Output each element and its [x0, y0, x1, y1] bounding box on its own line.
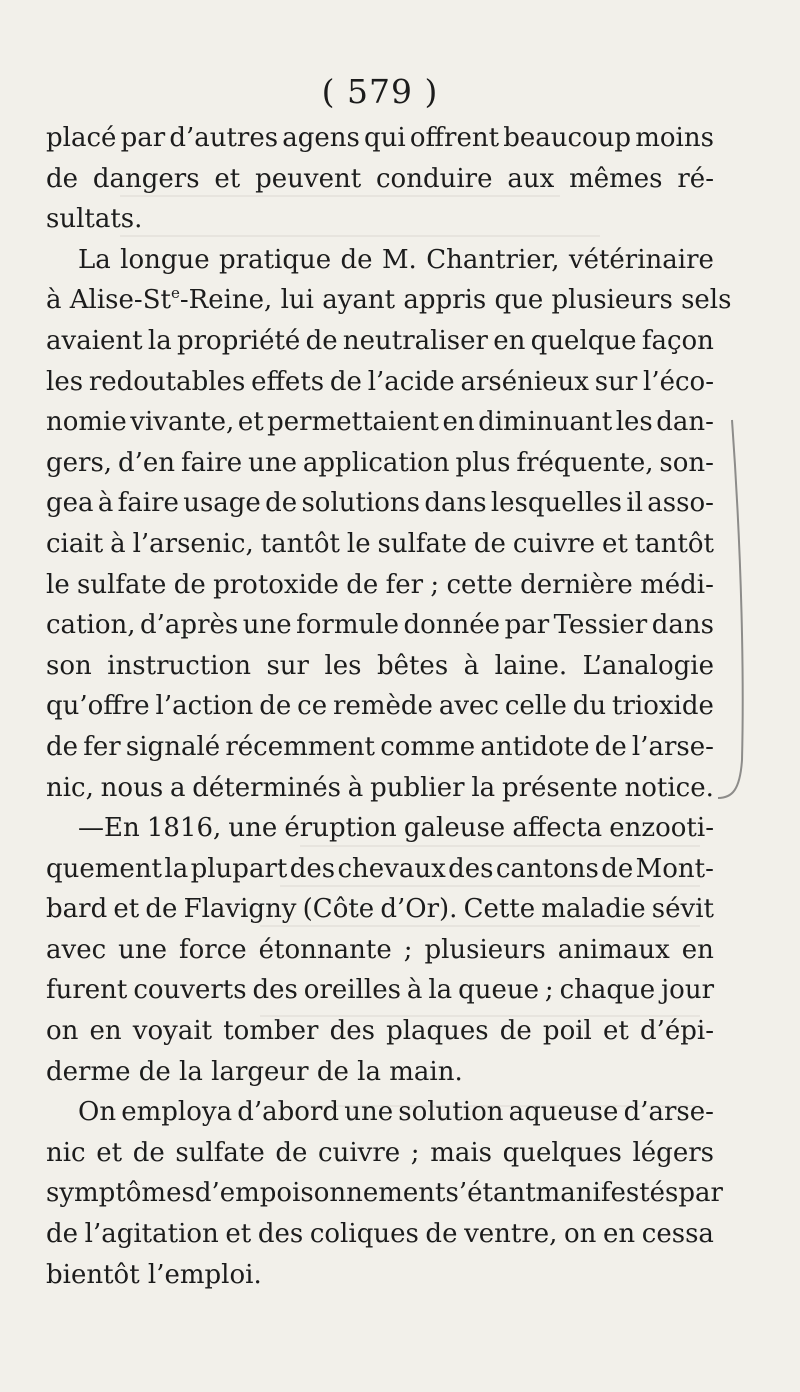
word: en — [603, 1219, 636, 1250]
word: et — [237, 407, 264, 438]
word: à — [97, 488, 114, 519]
word: de — [265, 488, 298, 519]
word: solutions — [301, 488, 421, 519]
word: tomber — [223, 1016, 319, 1047]
text-line — [46, 483, 714, 524]
line-text: derme de la largeur de la main. — [46, 1056, 463, 1087]
word: ; — [544, 975, 554, 1006]
word: on — [564, 1219, 597, 1250]
text-line — [46, 362, 714, 403]
word: bard — [46, 894, 108, 925]
word: chaque — [559, 975, 656, 1006]
word: et — [225, 1219, 252, 1250]
word: dernière — [520, 569, 633, 600]
word: qu’offre — [46, 691, 150, 722]
word: de — [46, 163, 79, 194]
text-line — [46, 686, 714, 727]
word: animaux — [557, 934, 670, 965]
word: de — [346, 569, 379, 600]
word: gers, — [46, 447, 113, 478]
word: nomie — [46, 407, 127, 438]
word: jour — [661, 975, 714, 1006]
word: Mont- — [635, 853, 714, 884]
word: plupart — [190, 853, 288, 884]
word: des — [289, 853, 336, 884]
text-line — [46, 240, 714, 281]
word: de — [259, 691, 292, 722]
word: sur — [266, 650, 309, 681]
word: instruction — [107, 650, 251, 681]
word: notice. — [624, 772, 714, 803]
word: son — [46, 650, 92, 681]
word: de — [473, 528, 506, 559]
word: et — [214, 163, 241, 194]
word: des — [252, 975, 298, 1006]
word: faire — [117, 488, 179, 519]
word: permettaient — [267, 407, 439, 438]
word: il — [626, 488, 643, 519]
word: furent — [46, 975, 128, 1006]
word: donnée — [403, 610, 501, 641]
word: une — [242, 610, 292, 641]
word: nous — [100, 772, 164, 803]
word: gea — [46, 488, 94, 519]
word: poil — [542, 1016, 592, 1047]
word: et — [113, 894, 140, 925]
word: (Côte — [302, 894, 375, 925]
word: sulfate — [175, 1137, 265, 1168]
word: de — [145, 894, 178, 925]
word: remède — [333, 691, 433, 722]
word: les — [615, 407, 653, 438]
word: s’étant — [445, 1178, 536, 1209]
word: La — [78, 244, 111, 275]
word: étonnante — [258, 934, 392, 965]
word: couverts — [133, 975, 247, 1006]
word: moins — [635, 123, 714, 153]
text-line — [46, 1133, 714, 1174]
word: quelque — [530, 325, 637, 356]
word: d’en — [117, 447, 176, 478]
word: d’épi- — [639, 1016, 714, 1047]
word: neutraliser — [342, 325, 488, 356]
word: Cette — [463, 894, 536, 925]
word: de — [275, 1137, 308, 1168]
word: galeuse — [403, 813, 506, 844]
word: application — [302, 447, 450, 478]
word: des — [257, 1219, 304, 1250]
word: maladie — [541, 894, 646, 925]
word: sulfate — [77, 569, 167, 600]
word: en — [89, 1016, 122, 1047]
word: du — [572, 691, 607, 722]
text-line — [46, 280, 732, 321]
word: une — [118, 934, 168, 965]
word: quement — [46, 853, 163, 884]
word: cuivre — [318, 1137, 401, 1168]
word: une — [228, 813, 278, 844]
word: l’action — [155, 691, 254, 722]
word: avaient — [46, 325, 143, 356]
word: une — [344, 1097, 394, 1128]
word: de — [173, 569, 206, 600]
word: d’abord — [237, 1097, 340, 1128]
word: d’arse- — [623, 1097, 714, 1128]
word: ventre, — [464, 1219, 558, 1250]
word: Tessier — [553, 610, 648, 641]
word: fer — [385, 569, 424, 600]
text-line — [46, 808, 714, 849]
word: cessa — [641, 1219, 714, 1250]
word: avec — [438, 691, 499, 722]
text-line — [46, 768, 714, 809]
word: les — [324, 650, 362, 681]
word: de — [305, 325, 338, 356]
word: arsénieux — [460, 366, 589, 397]
word: ce — [297, 691, 328, 722]
word: agens — [282, 123, 360, 153]
word: On — [78, 1097, 117, 1128]
text-line — [46, 1052, 714, 1093]
word: enzooti- — [609, 813, 714, 844]
word: l’arse- — [631, 731, 714, 762]
word: sur — [594, 366, 638, 397]
word: la — [147, 325, 172, 356]
text-line — [46, 646, 714, 687]
word: placé — [46, 123, 117, 153]
word: dan- — [656, 407, 714, 438]
word: mais — [430, 1137, 493, 1168]
word: Chantrier, — [426, 244, 560, 275]
word: d’Or). — [380, 894, 458, 925]
word: cette — [446, 569, 513, 600]
word: oreilles — [303, 975, 401, 1006]
word: de — [594, 731, 627, 762]
word: offrent — [409, 123, 500, 153]
word: effets — [251, 366, 325, 397]
word: signalé — [125, 731, 221, 762]
word: la — [471, 772, 496, 803]
text-line — [46, 443, 714, 484]
word: en — [681, 934, 714, 965]
word: force — [179, 934, 247, 965]
word: par — [678, 1178, 723, 1209]
word: cation, — [46, 610, 136, 641]
word: trioxide — [612, 691, 714, 722]
word: les — [46, 366, 84, 397]
word: récemment — [225, 731, 375, 762]
text-line — [46, 1173, 723, 1214]
word: à — [110, 528, 126, 559]
word: lesquelles — [490, 488, 623, 519]
word: fer — [83, 731, 121, 762]
word: beaucoup — [503, 123, 632, 153]
word: de — [329, 366, 362, 397]
word: et — [602, 1016, 629, 1047]
text-line — [46, 402, 714, 443]
word: queue — [458, 975, 539, 1006]
line-text: bientôt l’emploi. — [46, 1259, 262, 1290]
word: cuivre — [512, 528, 595, 559]
word: tantôt — [260, 528, 340, 559]
word: solution — [398, 1097, 504, 1128]
word: à — [463, 650, 480, 681]
word: déterminés — [192, 772, 341, 803]
word: vivante, — [130, 407, 235, 438]
word: et — [601, 528, 628, 559]
word: d’après — [140, 610, 239, 641]
word: nic, — [46, 772, 94, 803]
word: plusieurs — [424, 934, 546, 965]
word: conduire — [376, 163, 493, 194]
word: celle — [504, 691, 567, 722]
word: chevaux — [337, 853, 446, 884]
word: a — [169, 772, 186, 803]
word: quelques — [502, 1137, 622, 1168]
word: formule — [296, 610, 399, 641]
text-line — [46, 605, 714, 646]
text-line — [46, 727, 714, 768]
word: plus — [455, 447, 511, 478]
word: voyait — [132, 1016, 213, 1047]
word: ; — [403, 934, 413, 965]
word: aux — [507, 163, 555, 194]
word: employa — [121, 1097, 233, 1128]
word: l’acide — [367, 366, 455, 397]
word: de — [46, 731, 79, 762]
word: ciait — [46, 528, 104, 559]
word: de — [425, 1219, 458, 1250]
text-line — [46, 199, 714, 240]
word: par — [504, 610, 550, 641]
word: dans — [651, 610, 714, 641]
text-line — [46, 1092, 714, 1133]
word: fréquente, — [516, 447, 654, 478]
line-text: à Alise-St$^e$-Reine, lui ayant appris que plusieurs sels — [46, 284, 732, 316]
word: de — [499, 1016, 532, 1047]
word: usage — [183, 488, 261, 519]
word: ré- — [677, 163, 714, 194]
word: laine. — [494, 650, 568, 681]
word: la — [428, 975, 453, 1006]
word: dangers — [92, 163, 200, 194]
word: coliques — [309, 1219, 419, 1250]
text-line — [46, 118, 714, 159]
word: légers — [632, 1137, 714, 1168]
word: le — [346, 528, 371, 559]
word: publier — [370, 772, 465, 803]
word: longue — [120, 244, 210, 275]
text-line — [46, 889, 714, 930]
word: éruption — [284, 813, 397, 844]
word: et — [96, 1137, 123, 1168]
word: tantôt — [634, 528, 714, 559]
word: l’agitation — [84, 1219, 219, 1250]
word: symptômes — [46, 1178, 195, 1209]
word: 1816, — [146, 813, 222, 844]
word: la — [164, 853, 189, 884]
word: son- — [659, 447, 714, 478]
page-number: ( 579 ) — [321, 72, 439, 111]
text-line — [46, 1214, 714, 1255]
word: asso- — [647, 488, 714, 519]
word: à — [406, 975, 423, 1006]
word: l’éco- — [643, 366, 714, 397]
line-text: sultats. — [46, 204, 143, 235]
text-line — [46, 565, 714, 606]
word: faire — [180, 447, 243, 478]
word: sévit — [651, 894, 714, 925]
word: de — [601, 853, 634, 884]
word: antidote — [480, 731, 590, 762]
word: façon — [641, 325, 714, 356]
word: médi- — [640, 569, 714, 600]
word: manifestés — [535, 1178, 679, 1209]
word: le — [46, 569, 70, 600]
word: diminuant — [478, 407, 613, 438]
word: comme — [380, 731, 476, 762]
word: propriété — [176, 325, 301, 356]
word: des — [329, 1016, 375, 1047]
text-line — [46, 1255, 714, 1296]
word: redoutables — [88, 366, 246, 397]
word: on — [46, 1016, 79, 1047]
word: vétérinaire — [568, 244, 714, 275]
word: L’analogie — [582, 650, 714, 681]
word: d’autres — [169, 123, 279, 153]
word: M. — [381, 244, 417, 275]
word: de — [340, 244, 373, 275]
word: par — [120, 123, 166, 153]
word: qui — [364, 123, 406, 153]
word: des — [448, 853, 494, 884]
word: présente — [501, 772, 618, 803]
word: Flavigny — [183, 894, 297, 925]
word: de — [132, 1137, 165, 1168]
word: dans — [424, 488, 487, 519]
word: mêmes — [569, 163, 663, 194]
text-line — [46, 159, 714, 200]
text-line — [46, 930, 714, 971]
text-line — [46, 849, 714, 890]
word: ; — [430, 569, 440, 600]
word: bêtes — [376, 650, 449, 681]
word: aqueuse — [508, 1097, 619, 1128]
word: avec — [46, 934, 107, 965]
word: peuvent — [255, 163, 362, 194]
word: protoxide — [213, 569, 339, 600]
word: —En — [78, 813, 140, 844]
word: d’empoisonnement — [194, 1178, 446, 1209]
word: ; — [410, 1137, 420, 1168]
word: cantons — [495, 853, 599, 884]
text-line — [46, 1011, 714, 1052]
word: de — [46, 1219, 79, 1250]
word: nic — [46, 1137, 86, 1168]
word: à — [347, 772, 364, 803]
word: plaques — [386, 1016, 489, 1047]
word: pratique — [219, 244, 332, 275]
word: une — [248, 447, 297, 478]
text-line — [46, 524, 714, 565]
text-line — [46, 970, 714, 1011]
pencil-bracket-mark — [718, 420, 743, 798]
word: en — [442, 407, 475, 438]
text-line — [46, 321, 714, 362]
word: affecta — [512, 813, 603, 844]
word: l’arsenic, — [132, 528, 254, 559]
word: sulfate — [377, 528, 467, 559]
word: en — [493, 325, 526, 356]
body-text — [46, 118, 732, 1295]
